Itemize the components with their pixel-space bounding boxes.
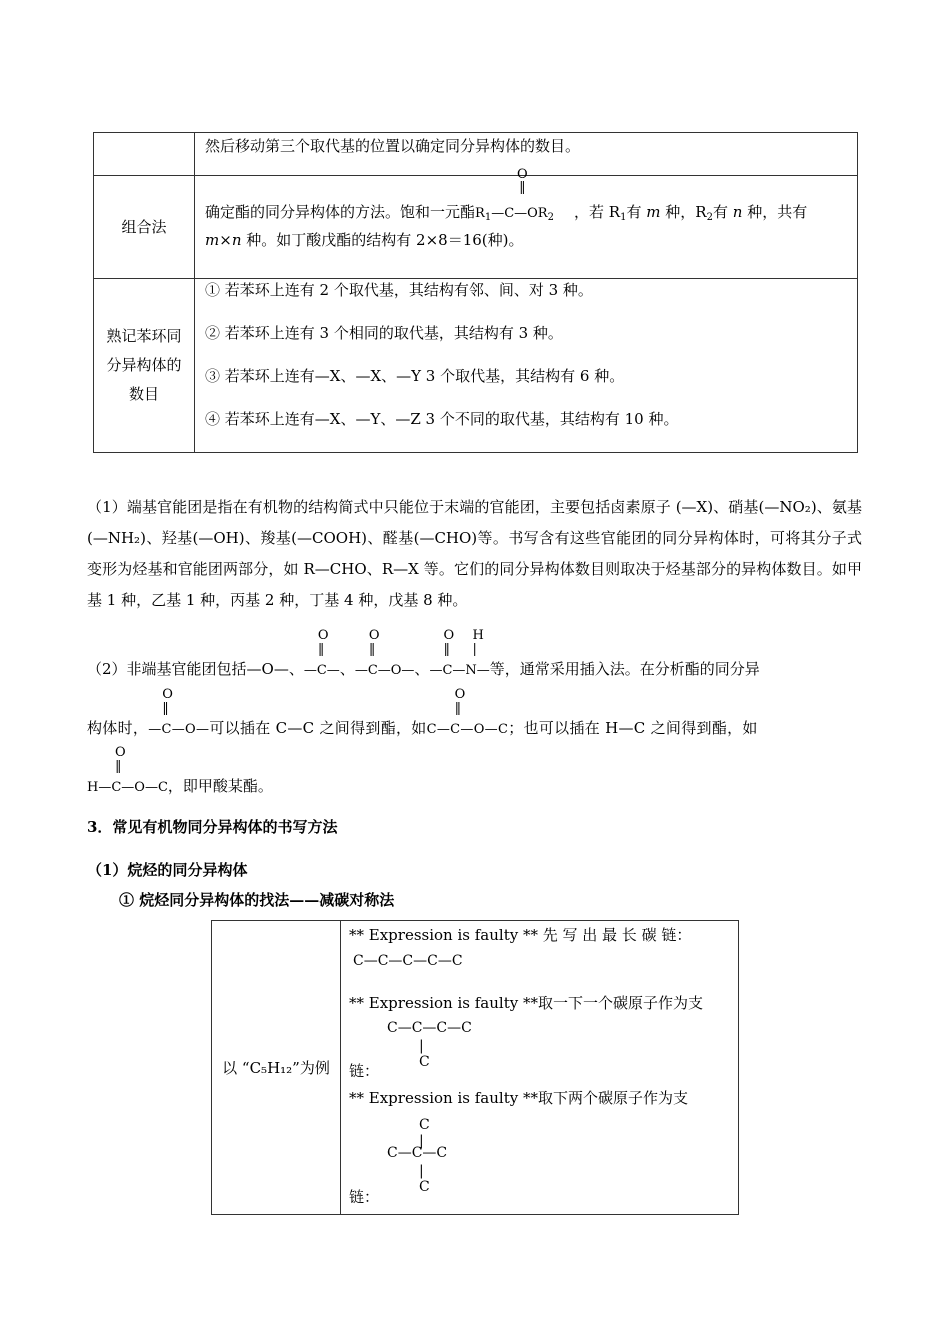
carbonyl-group: —C— O ‖ <box>303 628 340 678</box>
step-1-text: ** Expression is faulty ** 先 写 出 最 长 碳 链： <box>349 926 692 944</box>
step-3-end: 链： <box>349 1188 380 1206</box>
ester-formula: $R_1—C—OR_2$ O ‖ <box>475 167 554 223</box>
step-2-end: 链： <box>349 1062 380 1080</box>
step-3-text: ** Expression is faulty **取下两个碳原子作为支 <box>349 1089 688 1107</box>
table-row-label-benzene: 熟记苯环同分异构体的数目 <box>94 279 195 453</box>
table-cell-combination: 确定酯的同分异构体的方法。饱和一元酯$R_1—C—OR_2$ O ‖ ，若 $R_1$有 m 种，$R_2$有 n 种，共有 m×n 种。如丁酸戊酯的结构有 2×8＝16(种)。 <box>195 176 858 279</box>
list-item: ② 若苯环上连有 3 个相同的取代基，其结构有 3 种。 <box>205 324 563 342</box>
list-item: ④ 若苯环上连有—X、—Y、—Z 3 个不同的取代基，其结构有 10 种。 <box>205 410 679 428</box>
chain-straight: C—C—C—C—C <box>353 953 463 969</box>
subsubsection-heading: ① 烷烃同分异构体的找法——减碳对称法 <box>119 891 395 909</box>
list-item: ① 若苯环上连有 2 个取代基，其结构有邻、间、对 3 种。 <box>205 281 593 299</box>
section-heading: 3．常见有机物同分异构体的书写方法 <box>87 818 338 836</box>
alkane-isomer-table <box>211 920 739 1215</box>
method-table <box>93 132 858 453</box>
amide-group: —C—N— O ‖ H | <box>429 628 490 678</box>
subsection-heading: （1）烷烃的同分异构体 <box>87 861 248 879</box>
table-row-label-combination: 组合法 <box>94 176 195 279</box>
table-cell-text: 然后移动第三个取代基的位置以确定同分异构体的数目。 <box>195 133 858 176</box>
table-row-label-example: 以 “C₅H₁₂”为例 <box>212 921 341 1215</box>
paragraph-terminal-groups: （1）端基官能团是指在有机物的结构简式中只能位于末端的官能团，主要包括卤素原子 (—X)、硝基(—NO₂)、氨基(—NH₂)、羟基(—OH)、羧基(—COOH)、醛基(—CHO)等。书写含有这些官能团的同分异构体时，可将其分子式变形为烃基和官能团两部分，如 R—CHO、R—X 等。它们的同分异构体数目则取决于烃基部分的异构体数目。如甲基 1 种，乙基 1 种，丙基 2 种，丁基 4 种，戊基 8 种。 <box>87 498 862 609</box>
paragraph-non-terminal-groups: （2）非端基官能团包括—O—、—C— O ‖ 、—C—O— O ‖ 、—C—N— O ‖ H | 等，通常采用插入法。在分析酯的同分异 构体时，—C—O— O ‖ 可以插在 C—C 之间得到酯，如C—C—O—C O ‖ ；也可以插在 H—C 之间得到酯，如 H—C—O—C O ‖ ，即甲酸某酯。 <box>87 624 867 794</box>
ester-link: —C—O— O ‖ <box>148 687 210 737</box>
formate-example: H—C—O—C O ‖ <box>87 745 168 795</box>
chain-two-branch: C | C—C—C | C <box>387 1117 448 1195</box>
table-cell-steps <box>341 921 739 1215</box>
table-cell-benzene <box>195 279 858 453</box>
chain-one-branch: C—C—C—C | C <box>387 1020 472 1070</box>
ester-example: C—C—O—C O ‖ <box>426 687 509 737</box>
step-2-text: ** Expression is faulty **取一下一个碳原子作为支 <box>349 994 703 1012</box>
table-cell-empty <box>94 133 195 176</box>
list-item: ③ 若苯环上连有—X、—X、—Y 3 个取代基，其结构有 6 种。 <box>205 367 625 385</box>
ester-group: —C—O— O ‖ <box>354 628 415 678</box>
